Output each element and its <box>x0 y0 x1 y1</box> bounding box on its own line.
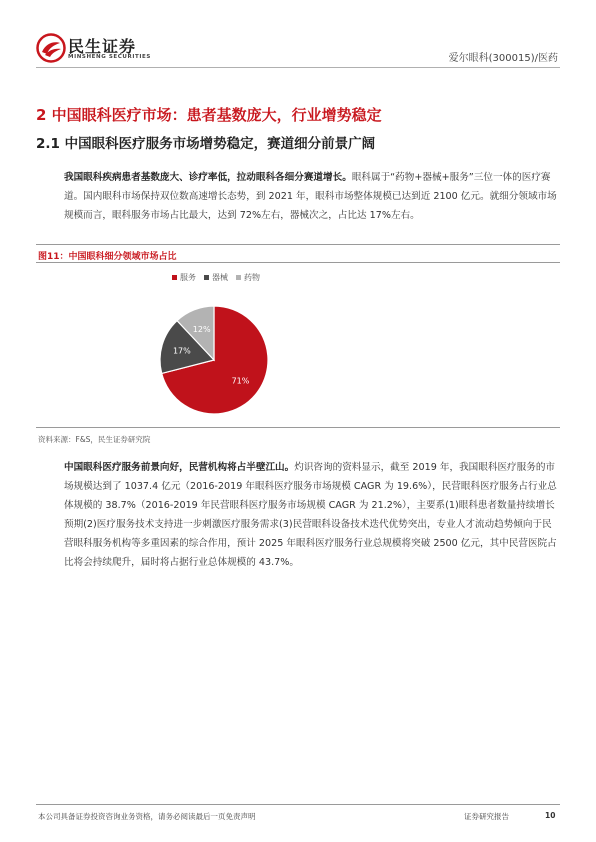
chart-legend <box>172 272 260 283</box>
paragraph-body: 眼科属于“药物+器械+服务”三位一体的医疗赛道。国内眼科市场保持双位数高速增长态势，到 2021 年，眼科市场整体规模已达到近 2100 亿元。就细分领域市场规模而言，眼科服务市场占比最大，达到 72%左右，器械次之，占比达 17%左右。 <box>64 172 557 221</box>
figure-title-rule <box>36 262 560 263</box>
figure-top-rule <box>36 244 560 245</box>
legend-item <box>172 272 196 283</box>
figure-source: 资料来源：F&S，民生证券研究院 <box>38 435 151 444</box>
report-tag: 爱尔眼科(300015)/医药 <box>448 53 558 64</box>
footer-divider <box>36 804 560 805</box>
page-number: 10 <box>545 811 556 820</box>
logo-text-en: MINSHENG SECURITIES <box>68 54 151 60</box>
legend-item <box>204 272 228 283</box>
paragraph-lead: 我国眼科疾病患者基数庞大、诊疗率低，拉动眼科各细分赛道增长。 <box>64 172 352 183</box>
legend-label: 服务 <box>180 273 196 282</box>
legend-swatch <box>236 275 241 280</box>
header-divider <box>36 67 560 68</box>
logo-text-cn: 民生证券 <box>68 37 137 56</box>
subsection-heading: 2.1 中国眼科医疗服务市场增势稳定，赛道细分前景广阔 <box>36 136 376 152</box>
pie-chart <box>156 302 272 418</box>
pie-data-label: 17% <box>172 346 191 356</box>
figure-title: 图11：中国眼科细分领域市场占比 <box>38 252 177 262</box>
paragraph-lead: 中国眼科医疗服务前景向好，民营机构将占半壁江山。 <box>64 462 295 473</box>
company-logo-icon <box>36 33 66 63</box>
paragraph-body: 灼识咨询的资料显示，截至 2019 年，我国眼科医疗服务的市场规模达到了 1037.4 亿元（2016-2019 年眼科医疗服务市场规模 CAGR 为 19.6%），民营眼科医疗服务占行业总体规模的 38.7%（2016-2019 年民营眼科医疗服务市场规模 CAGR 为 21.2%），主要系(1)眼科患者数量持续增长预期(2)医疗服务技术支持进一步刺激医疗服务需求(3)民营眼科设备技术迭代优势突出，专业人才流动趋势倾向于民营眼科服务机构等多重因素的综合作用，预计 2025 年眼科医疗服务行业总规模将突破 2500 亿元，其中民营医院占比将会持续爬升，届时将占据行业总体规模的 43.7%。 <box>64 462 557 568</box>
legend-swatch <box>172 275 177 280</box>
legend-item <box>236 272 260 283</box>
section-heading: 2 中国眼科医疗市场：患者基数庞大，行业增势稳定 <box>36 106 382 124</box>
pie-data-label: 12% <box>192 324 211 334</box>
legend-label: 器械 <box>212 273 228 282</box>
pie-data-label: 71% <box>231 376 250 386</box>
legend-swatch <box>204 275 209 280</box>
paragraph-service-outlook <box>64 458 560 572</box>
legend-label: 药物 <box>244 273 260 282</box>
paragraph-market-overview <box>64 168 560 225</box>
footer-disclaimer: 本公司具备证券投资咨询业务资格，请务必阅读最后一页免责声明 <box>38 812 256 821</box>
figure-bottom-rule <box>36 427 560 428</box>
footer-report-type: 证券研究报告 <box>464 812 509 821</box>
